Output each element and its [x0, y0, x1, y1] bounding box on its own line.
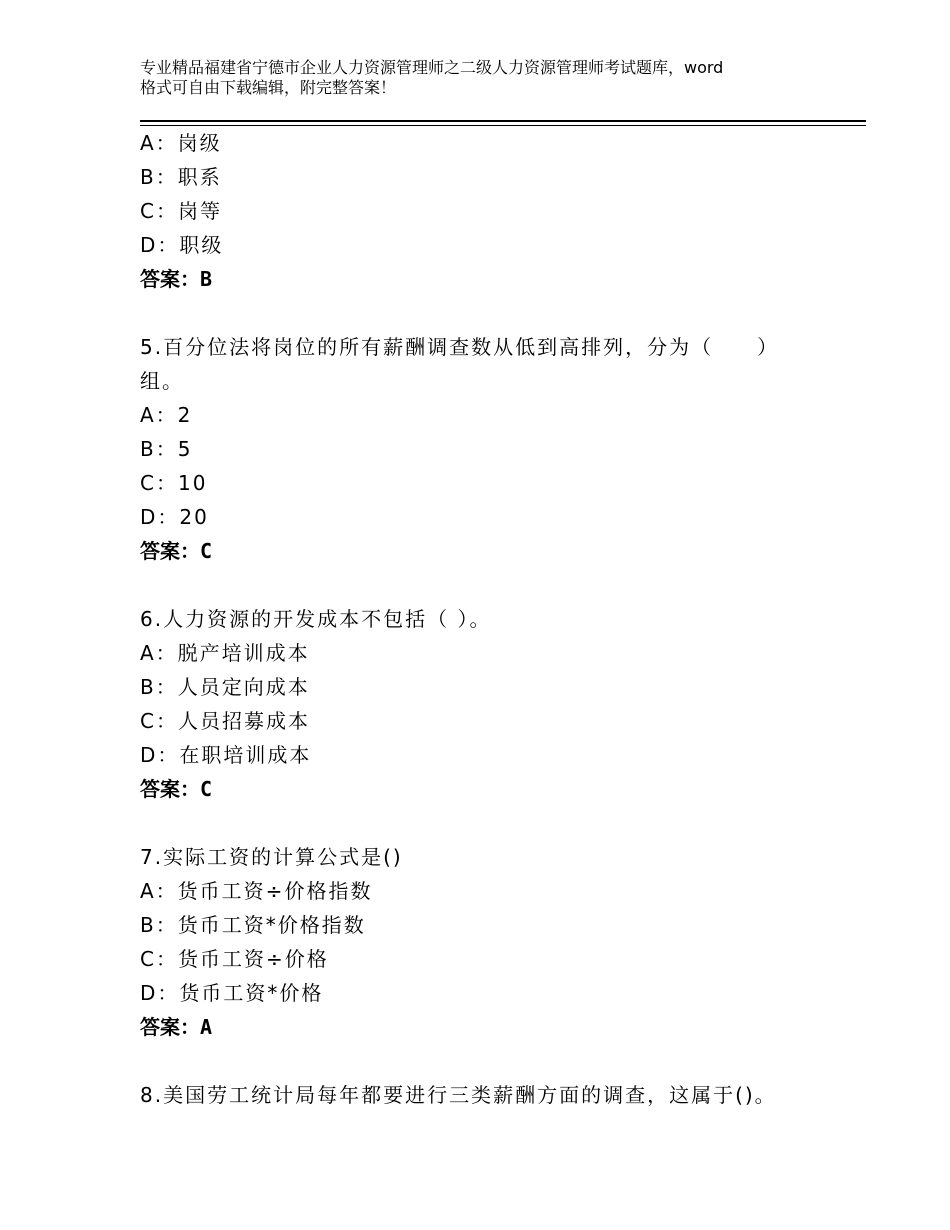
- question-4-option-c: C：岗等: [140, 199, 222, 223]
- question-6-option-c: C：人员招募成本: [140, 709, 310, 733]
- question-7-text: 7.实际工资的计算公式是(): [140, 845, 403, 869]
- question-6-block: [140, 602, 866, 806]
- question-5-option-d: D：20: [140, 505, 209, 529]
- question-6-text: 6.人力资源的开发成本不包括（ ）。: [140, 607, 492, 631]
- question-5-option-c: C：10: [140, 471, 208, 495]
- question-6-option-a: A：脱产培训成本: [140, 641, 310, 665]
- question-7-option-d: D：货币工资*价格: [140, 981, 324, 1005]
- question-6-answer: 答案：C: [140, 777, 213, 801]
- question-4-option-d: D：职级: [140, 233, 224, 257]
- question-4-option-a: A：岗级: [140, 131, 222, 155]
- question-7-option-c: C：货币工资÷价格: [140, 947, 329, 971]
- question-5-block: [140, 330, 866, 568]
- document-header: [140, 58, 840, 98]
- question-6-option-b: B：人员定向成本: [140, 675, 310, 699]
- question-8-text: 8.美国劳工统计局每年都要进行三类薪酬方面的调查，这属于()。: [140, 1083, 777, 1107]
- question-6-option-d: D：在职培训成本: [140, 743, 312, 767]
- spacer: [140, 806, 866, 840]
- question-5-text-line-1: 5.百分位法将岗位的所有薪酬调查数从低到高排列，分为（ ）: [140, 335, 780, 359]
- spacer: [140, 1044, 866, 1078]
- question-7-option-b: B：货币工资*价格指数: [140, 913, 366, 937]
- question-8-block: [140, 1078, 866, 1112]
- question-5-option-a: A：2: [140, 403, 193, 427]
- question-4-answer: 答案：B: [140, 267, 213, 291]
- question-7-option-a: A：货币工资÷价格指数: [140, 879, 373, 903]
- question-5-option-b: B：5: [140, 437, 193, 461]
- header-divider-thick: [140, 120, 866, 122]
- document-body: [140, 126, 866, 1112]
- question-7-block: [140, 840, 866, 1044]
- question-4-block: [140, 126, 866, 296]
- question-4-option-b: B：职系: [140, 165, 222, 189]
- spacer: [140, 296, 866, 330]
- question-7-answer: 答案：A: [140, 1015, 213, 1039]
- header-title-line-2: 格式可自由下载编辑，附完整答案！: [140, 78, 397, 97]
- question-5-text-line-2: 组。: [140, 369, 184, 393]
- header-title-line-1: 专业精品福建省宁德市企业人力资源管理师之二级人力资源管理师考试题库，word: [140, 58, 724, 77]
- question-5-answer: 答案：C: [140, 539, 213, 563]
- spacer: [140, 568, 866, 602]
